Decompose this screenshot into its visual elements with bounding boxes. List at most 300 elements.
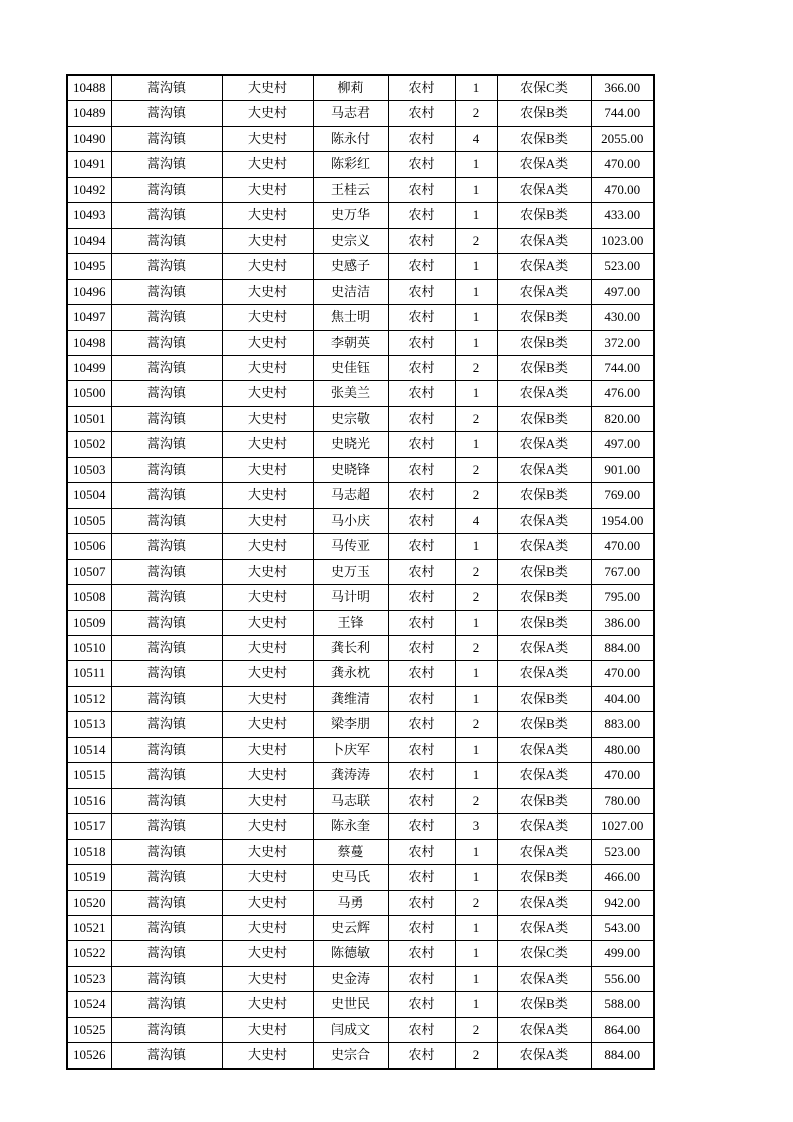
village-cell: 大史村 [222, 534, 313, 559]
insurance-type-cell: 农保A类 [497, 534, 591, 559]
person-name-cell: 柳莉 [313, 75, 388, 101]
person-count-cell: 2 [455, 406, 497, 431]
category-cell: 农村 [388, 737, 455, 762]
person-name-cell: 蔡蔓 [313, 839, 388, 864]
person-name-cell: 陈德敏 [313, 941, 388, 966]
person-count-cell: 2 [455, 1043, 497, 1069]
person-name-cell: 史佳钰 [313, 355, 388, 380]
insurance-type-cell: 农保B类 [497, 610, 591, 635]
amount-cell: 864.00 [591, 1017, 654, 1042]
insurance-type-cell: 农保A类 [497, 508, 591, 533]
town-cell: 蒿沟镇 [111, 635, 222, 660]
person-name-cell: 陈永付 [313, 126, 388, 151]
person-count-cell: 1 [455, 254, 497, 279]
insurance-type-cell: 农保B类 [497, 355, 591, 380]
insurance-type-cell: 农保A类 [497, 635, 591, 660]
table-row [67, 915, 654, 940]
table-row [67, 865, 654, 890]
category-cell: 农村 [388, 712, 455, 737]
person-count-cell: 1 [455, 686, 497, 711]
insurance-type-cell: 农保A类 [497, 228, 591, 253]
town-cell: 蒿沟镇 [111, 508, 222, 533]
person-name-cell: 史云辉 [313, 915, 388, 940]
serial-number-cell: 10509 [67, 610, 111, 635]
person-name-cell: 梁李朋 [313, 712, 388, 737]
amount-cell: 901.00 [591, 457, 654, 482]
person-count-cell: 1 [455, 534, 497, 559]
person-name-cell: 王桂云 [313, 177, 388, 202]
village-cell: 大史村 [222, 635, 313, 660]
person-count-cell: 1 [455, 75, 497, 101]
town-cell: 蒿沟镇 [111, 534, 222, 559]
amount-cell: 942.00 [591, 890, 654, 915]
village-cell: 大史村 [222, 966, 313, 991]
town-cell: 蒿沟镇 [111, 330, 222, 355]
town-cell: 蒿沟镇 [111, 305, 222, 330]
category-cell: 农村 [388, 177, 455, 202]
person-count-cell: 1 [455, 432, 497, 457]
table-row [67, 355, 654, 380]
category-cell: 农村 [388, 534, 455, 559]
category-cell: 农村 [388, 1043, 455, 1069]
person-count-cell: 2 [455, 483, 497, 508]
town-cell: 蒿沟镇 [111, 75, 222, 101]
category-cell: 农村 [388, 101, 455, 126]
amount-cell: 433.00 [591, 203, 654, 228]
category-cell: 农村 [388, 941, 455, 966]
village-cell: 大史村 [222, 254, 313, 279]
person-count-cell: 1 [455, 966, 497, 991]
town-cell: 蒿沟镇 [111, 355, 222, 380]
table-row [67, 941, 654, 966]
insurance-type-cell: 农保A类 [497, 1043, 591, 1069]
village-cell: 大史村 [222, 763, 313, 788]
records-table [66, 74, 655, 1070]
town-cell: 蒿沟镇 [111, 686, 222, 711]
person-count-cell: 1 [455, 865, 497, 890]
person-name-cell: 卜庆军 [313, 737, 388, 762]
category-cell: 农村 [388, 126, 455, 151]
person-name-cell: 陈彩红 [313, 152, 388, 177]
serial-number-cell: 10496 [67, 279, 111, 304]
person-name-cell: 史马氏 [313, 865, 388, 890]
amount-cell: 543.00 [591, 915, 654, 940]
person-name-cell: 马计明 [313, 585, 388, 610]
serial-number-cell: 10526 [67, 1043, 111, 1069]
amount-cell: 795.00 [591, 585, 654, 610]
village-cell: 大史村 [222, 890, 313, 915]
village-cell: 大史村 [222, 712, 313, 737]
village-cell: 大史村 [222, 203, 313, 228]
village-cell: 大史村 [222, 406, 313, 431]
table-row [67, 763, 654, 788]
table-row [67, 559, 654, 584]
serial-number-cell: 10505 [67, 508, 111, 533]
amount-cell: 430.00 [591, 305, 654, 330]
table-row [67, 737, 654, 762]
village-cell: 大史村 [222, 610, 313, 635]
town-cell: 蒿沟镇 [111, 483, 222, 508]
serial-number-cell: 10521 [67, 915, 111, 940]
amount-cell: 470.00 [591, 661, 654, 686]
person-name-cell: 史万华 [313, 203, 388, 228]
category-cell: 农村 [388, 75, 455, 101]
amount-cell: 523.00 [591, 254, 654, 279]
serial-number-cell: 10495 [67, 254, 111, 279]
person-count-cell: 1 [455, 661, 497, 686]
person-count-cell: 2 [455, 1017, 497, 1042]
insurance-type-cell: 农保B类 [497, 788, 591, 813]
village-cell: 大史村 [222, 1017, 313, 1042]
town-cell: 蒿沟镇 [111, 279, 222, 304]
person-count-cell: 1 [455, 305, 497, 330]
village-cell: 大史村 [222, 559, 313, 584]
serial-number-cell: 10490 [67, 126, 111, 151]
town-cell: 蒿沟镇 [111, 788, 222, 813]
insurance-type-cell: 农保A类 [497, 814, 591, 839]
person-count-cell: 1 [455, 763, 497, 788]
person-name-cell: 焦士明 [313, 305, 388, 330]
category-cell: 农村 [388, 355, 455, 380]
person-name-cell: 史世民 [313, 992, 388, 1017]
person-name-cell: 马勇 [313, 890, 388, 915]
serial-number-cell: 10516 [67, 788, 111, 813]
insurance-type-cell: 农保A类 [497, 279, 591, 304]
person-name-cell: 史宗义 [313, 228, 388, 253]
amount-cell: 780.00 [591, 788, 654, 813]
town-cell: 蒿沟镇 [111, 126, 222, 151]
table-row [67, 610, 654, 635]
town-cell: 蒿沟镇 [111, 177, 222, 202]
person-count-cell: 2 [455, 585, 497, 610]
insurance-type-cell: 农保B类 [497, 126, 591, 151]
serial-number-cell: 10522 [67, 941, 111, 966]
town-cell: 蒿沟镇 [111, 585, 222, 610]
amount-cell: 366.00 [591, 75, 654, 101]
category-cell: 农村 [388, 330, 455, 355]
amount-cell: 556.00 [591, 966, 654, 991]
town-cell: 蒿沟镇 [111, 610, 222, 635]
person-count-cell: 2 [455, 712, 497, 737]
person-count-cell: 1 [455, 941, 497, 966]
village-cell: 大史村 [222, 126, 313, 151]
amount-cell: 499.00 [591, 941, 654, 966]
person-count-cell: 4 [455, 508, 497, 533]
table-row [67, 890, 654, 915]
table-row [67, 381, 654, 406]
person-name-cell: 龚涛涛 [313, 763, 388, 788]
person-name-cell: 龚长利 [313, 635, 388, 660]
category-cell: 农村 [388, 508, 455, 533]
insurance-type-cell: 农保A类 [497, 254, 591, 279]
insurance-type-cell: 农保B类 [497, 585, 591, 610]
person-name-cell: 史晓锋 [313, 457, 388, 482]
town-cell: 蒿沟镇 [111, 941, 222, 966]
table-body [67, 75, 654, 1069]
table-row [67, 254, 654, 279]
town-cell: 蒿沟镇 [111, 763, 222, 788]
town-cell: 蒿沟镇 [111, 406, 222, 431]
person-count-cell: 3 [455, 814, 497, 839]
serial-number-cell: 10489 [67, 101, 111, 126]
person-count-cell: 2 [455, 228, 497, 253]
town-cell: 蒿沟镇 [111, 915, 222, 940]
village-cell: 大史村 [222, 355, 313, 380]
category-cell: 农村 [388, 890, 455, 915]
insurance-type-cell: 农保A类 [497, 152, 591, 177]
town-cell: 蒿沟镇 [111, 203, 222, 228]
person-count-cell: 1 [455, 915, 497, 940]
town-cell: 蒿沟镇 [111, 737, 222, 762]
serial-number-cell: 10511 [67, 661, 111, 686]
insurance-type-cell: 农保A类 [497, 381, 591, 406]
town-cell: 蒿沟镇 [111, 814, 222, 839]
village-cell: 大史村 [222, 381, 313, 406]
insurance-type-cell: 农保B类 [497, 203, 591, 228]
person-count-cell: 1 [455, 152, 497, 177]
amount-cell: 386.00 [591, 610, 654, 635]
serial-number-cell: 10520 [67, 890, 111, 915]
insurance-type-cell: 农保C类 [497, 75, 591, 101]
town-cell: 蒿沟镇 [111, 661, 222, 686]
village-cell: 大史村 [222, 737, 313, 762]
insurance-type-cell: 农保B类 [497, 305, 591, 330]
insurance-type-cell: 农保C类 [497, 941, 591, 966]
person-count-cell: 1 [455, 279, 497, 304]
insurance-type-cell: 农保A类 [497, 432, 591, 457]
town-cell: 蒿沟镇 [111, 152, 222, 177]
serial-number-cell: 10508 [67, 585, 111, 610]
category-cell: 农村 [388, 915, 455, 940]
insurance-type-cell: 农保B类 [497, 559, 591, 584]
insurance-type-cell: 农保A类 [497, 890, 591, 915]
village-cell: 大史村 [222, 686, 313, 711]
category-cell: 农村 [388, 661, 455, 686]
serial-number-cell: 10500 [67, 381, 111, 406]
village-cell: 大史村 [222, 75, 313, 101]
table-row [67, 152, 654, 177]
serial-number-cell: 10499 [67, 355, 111, 380]
amount-cell: 744.00 [591, 101, 654, 126]
person-count-cell: 2 [455, 559, 497, 584]
town-cell: 蒿沟镇 [111, 228, 222, 253]
insurance-type-cell: 农保A类 [497, 763, 591, 788]
village-cell: 大史村 [222, 483, 313, 508]
person-count-cell: 1 [455, 737, 497, 762]
amount-cell: 470.00 [591, 534, 654, 559]
category-cell: 农村 [388, 228, 455, 253]
amount-cell: 744.00 [591, 355, 654, 380]
category-cell: 农村 [388, 305, 455, 330]
person-count-cell: 2 [455, 101, 497, 126]
serial-number-cell: 10491 [67, 152, 111, 177]
serial-number-cell: 10523 [67, 966, 111, 991]
person-count-cell: 2 [455, 788, 497, 813]
amount-cell: 588.00 [591, 992, 654, 1017]
amount-cell: 497.00 [591, 279, 654, 304]
village-cell: 大史村 [222, 865, 313, 890]
village-cell: 大史村 [222, 330, 313, 355]
amount-cell: 820.00 [591, 406, 654, 431]
village-cell: 大史村 [222, 508, 313, 533]
village-cell: 大史村 [222, 814, 313, 839]
category-cell: 农村 [388, 203, 455, 228]
amount-cell: 1027.00 [591, 814, 654, 839]
serial-number-cell: 10519 [67, 865, 111, 890]
village-cell: 大史村 [222, 788, 313, 813]
amount-cell: 883.00 [591, 712, 654, 737]
category-cell: 农村 [388, 279, 455, 304]
serial-number-cell: 10518 [67, 839, 111, 864]
serial-number-cell: 10494 [67, 228, 111, 253]
amount-cell: 2055.00 [591, 126, 654, 151]
table-row [67, 483, 654, 508]
person-name-cell: 史万玉 [313, 559, 388, 584]
person-name-cell: 史感子 [313, 254, 388, 279]
amount-cell: 372.00 [591, 330, 654, 355]
amount-cell: 1023.00 [591, 228, 654, 253]
serial-number-cell: 10502 [67, 432, 111, 457]
table-row [67, 126, 654, 151]
village-cell: 大史村 [222, 585, 313, 610]
town-cell: 蒿沟镇 [111, 839, 222, 864]
table-row [67, 585, 654, 610]
village-cell: 大史村 [222, 177, 313, 202]
amount-cell: 480.00 [591, 737, 654, 762]
town-cell: 蒿沟镇 [111, 432, 222, 457]
amount-cell: 470.00 [591, 152, 654, 177]
serial-number-cell: 10492 [67, 177, 111, 202]
serial-number-cell: 10493 [67, 203, 111, 228]
town-cell: 蒿沟镇 [111, 101, 222, 126]
village-cell: 大史村 [222, 305, 313, 330]
table-row [67, 1043, 654, 1069]
table-row [67, 330, 654, 355]
insurance-type-cell: 农保A类 [497, 177, 591, 202]
category-cell: 农村 [388, 635, 455, 660]
town-cell: 蒿沟镇 [111, 381, 222, 406]
person-name-cell: 马小庆 [313, 508, 388, 533]
insurance-type-cell: 农保A类 [497, 661, 591, 686]
category-cell: 农村 [388, 839, 455, 864]
category-cell: 农村 [388, 610, 455, 635]
table-row [67, 686, 654, 711]
town-cell: 蒿沟镇 [111, 254, 222, 279]
insurance-type-cell: 农保B类 [497, 992, 591, 1017]
table-row [67, 839, 654, 864]
village-cell: 大史村 [222, 457, 313, 482]
town-cell: 蒿沟镇 [111, 712, 222, 737]
insurance-type-cell: 农保B类 [497, 101, 591, 126]
insurance-type-cell: 农保B类 [497, 865, 591, 890]
village-cell: 大史村 [222, 101, 313, 126]
category-cell: 农村 [388, 686, 455, 711]
town-cell: 蒿沟镇 [111, 1017, 222, 1042]
table-row [67, 279, 654, 304]
serial-number-cell: 10510 [67, 635, 111, 660]
person-count-cell: 2 [455, 457, 497, 482]
town-cell: 蒿沟镇 [111, 559, 222, 584]
category-cell: 农村 [388, 381, 455, 406]
amount-cell: 767.00 [591, 559, 654, 584]
table-row [67, 635, 654, 660]
table-row [67, 75, 654, 101]
person-name-cell: 李朝英 [313, 330, 388, 355]
village-cell: 大史村 [222, 279, 313, 304]
village-cell: 大史村 [222, 152, 313, 177]
person-name-cell: 闫成文 [313, 1017, 388, 1042]
village-cell: 大史村 [222, 661, 313, 686]
amount-cell: 1954.00 [591, 508, 654, 533]
serial-number-cell: 10525 [67, 1017, 111, 1042]
person-name-cell: 马志超 [313, 483, 388, 508]
town-cell: 蒿沟镇 [111, 890, 222, 915]
person-name-cell: 史宗敬 [313, 406, 388, 431]
serial-number-cell: 10506 [67, 534, 111, 559]
town-cell: 蒿沟镇 [111, 992, 222, 1017]
person-count-cell: 2 [455, 635, 497, 660]
person-name-cell: 王锋 [313, 610, 388, 635]
person-name-cell: 史宗合 [313, 1043, 388, 1069]
amount-cell: 769.00 [591, 483, 654, 508]
person-count-cell: 2 [455, 890, 497, 915]
serial-number-cell: 10507 [67, 559, 111, 584]
table-row [67, 177, 654, 202]
insurance-type-cell: 农保B类 [497, 712, 591, 737]
village-cell: 大史村 [222, 915, 313, 940]
table-row [67, 508, 654, 533]
serial-number-cell: 10512 [67, 686, 111, 711]
person-count-cell: 4 [455, 126, 497, 151]
insurance-type-cell: 农保B类 [497, 686, 591, 711]
table-row [67, 457, 654, 482]
category-cell: 农村 [388, 814, 455, 839]
table-row [67, 661, 654, 686]
insurance-type-cell: 农保A类 [497, 915, 591, 940]
person-name-cell: 龚维清 [313, 686, 388, 711]
person-count-cell: 1 [455, 330, 497, 355]
amount-cell: 470.00 [591, 177, 654, 202]
category-cell: 农村 [388, 254, 455, 279]
serial-number-cell: 10497 [67, 305, 111, 330]
amount-cell: 884.00 [591, 635, 654, 660]
person-name-cell: 马传亚 [313, 534, 388, 559]
village-cell: 大史村 [222, 228, 313, 253]
insurance-type-cell: 农保A类 [497, 737, 591, 762]
person-count-cell: 2 [455, 355, 497, 380]
person-count-cell: 1 [455, 839, 497, 864]
category-cell: 农村 [388, 788, 455, 813]
person-name-cell: 马志联 [313, 788, 388, 813]
category-cell: 农村 [388, 457, 455, 482]
category-cell: 农村 [388, 992, 455, 1017]
town-cell: 蒿沟镇 [111, 966, 222, 991]
table-row [67, 534, 654, 559]
village-cell: 大史村 [222, 839, 313, 864]
table-row [67, 203, 654, 228]
table-row [67, 712, 654, 737]
amount-cell: 466.00 [591, 865, 654, 890]
category-cell: 农村 [388, 406, 455, 431]
insurance-type-cell: 农保A类 [497, 839, 591, 864]
serial-number-cell: 10514 [67, 737, 111, 762]
category-cell: 农村 [388, 152, 455, 177]
insurance-type-cell: 农保B类 [497, 483, 591, 508]
serial-number-cell: 10504 [67, 483, 111, 508]
village-cell: 大史村 [222, 992, 313, 1017]
person-count-cell: 1 [455, 610, 497, 635]
insurance-type-cell: 农保A类 [497, 1017, 591, 1042]
